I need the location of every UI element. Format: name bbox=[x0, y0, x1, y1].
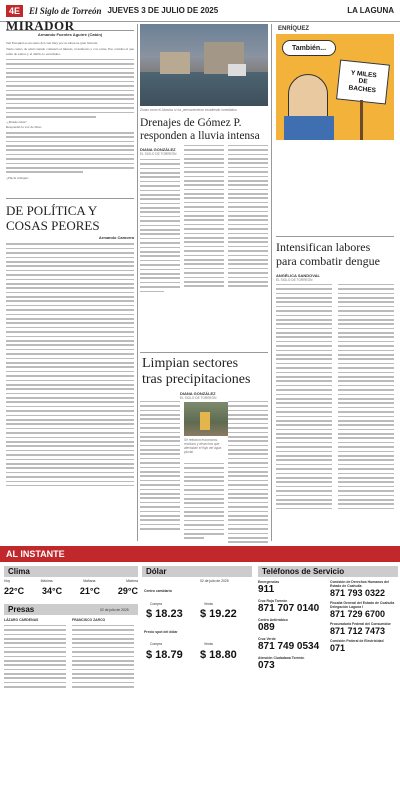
gomez-headline-line1: Drenajes de Gómez P. bbox=[140, 117, 242, 129]
gomez-byline: DIANA GONZÁLEZ bbox=[140, 147, 176, 152]
limpian-headline-line2: tras precipitaciones bbox=[142, 372, 251, 387]
limpian-body-col3 bbox=[228, 398, 268, 546]
telefonos-heading: Teléfonos de Servicio bbox=[258, 566, 398, 577]
dolar-venta-value: $ 18.80 bbox=[200, 649, 237, 661]
dengue-location: EL SIGLO DE TORREÓN bbox=[276, 278, 313, 282]
presas-heading: Presas bbox=[4, 604, 138, 615]
cleanup-photo bbox=[184, 402, 228, 436]
dolar-compra-label: Compra bbox=[150, 602, 163, 606]
cartoon-sign-line: DE bbox=[358, 77, 368, 86]
politica-column bbox=[6, 203, 134, 541]
cartoon-sign-line: Y MILES bbox=[350, 69, 378, 80]
limpian-location: EL SIGLO DE TORREÓN bbox=[180, 396, 217, 400]
dolar-venta-label: Venta bbox=[204, 642, 213, 646]
phone-entry: Procuraduría Federal del Consumidor 871 712 7473 bbox=[330, 622, 391, 636]
mirador-column bbox=[6, 18, 134, 180]
politica-title-line1: DE POLÍTICA Y bbox=[6, 203, 98, 218]
phone-entry: Centro Antirrábico 089 bbox=[258, 618, 288, 633]
clima-heading: Clima bbox=[4, 566, 138, 577]
politica-title-line2: COSAS PEORES bbox=[6, 218, 100, 233]
gomez-body-col3 bbox=[228, 142, 268, 290]
dolar-heading: Dólar bbox=[142, 566, 252, 577]
cartoon-speech-bubble: También... bbox=[291, 44, 327, 52]
dolar-compra-label: Compra bbox=[150, 642, 163, 646]
dolar-venta-value: $ 19.22 bbox=[200, 608, 237, 620]
cartoon-author: ENRÍQUEZ bbox=[278, 26, 310, 32]
phone-entry: Atención Ciudadana Torreón 073 bbox=[258, 656, 305, 671]
al-instante-bar: AL INSTANTE bbox=[0, 546, 400, 562]
phone-entry: Fiscalía General del Estado de Coahuila Delegación Laguna I 871 729 6700 bbox=[330, 601, 395, 619]
clima-value: 21°C bbox=[79, 586, 101, 596]
page-number: 4E bbox=[6, 5, 23, 17]
newspaper-name: El Siglo de Torreón bbox=[29, 5, 102, 16]
mirador-title: MIRADOR bbox=[6, 24, 134, 31]
phone-entry: Emergencias 911 bbox=[258, 580, 280, 595]
clima-label: Hoy bbox=[4, 579, 11, 583]
mirador-paragraph: San Ezequiel es un santo del cual muy pocos saben su gran historia. bbox=[6, 40, 98, 45]
phone-entry: Comisión de Derechos Humanos del Estado de Coahuila 871 793 0322 bbox=[330, 580, 389, 598]
limpian-headline-line1: Limpian sectores bbox=[142, 356, 239, 371]
dolar-compra-value: $ 18.23 bbox=[146, 608, 183, 620]
presas-date: 02 de julio de 2025 bbox=[100, 608, 129, 612]
presa-right-table bbox=[72, 622, 134, 691]
limpian-body-col2 bbox=[184, 460, 224, 542]
mirador-body bbox=[6, 132, 134, 173]
presa-name: LÁZARO CÁRDENAS bbox=[4, 618, 39, 622]
telefonos-col-right bbox=[330, 580, 398, 656]
mirador-closing: -¡Hacia trabajar!. bbox=[6, 175, 30, 180]
dolar-label: Centro cambiario bbox=[144, 589, 172, 593]
politica-body bbox=[6, 243, 134, 486]
gomez-headline-line2: responden a lluvia intensa bbox=[140, 130, 260, 142]
dolar-venta-label: Venta bbox=[204, 602, 213, 606]
clima-values bbox=[4, 586, 138, 596]
dengue-body-col2 bbox=[338, 281, 394, 512]
header-date: JUEVES 3 DE JULIO DE 2025 bbox=[107, 6, 219, 15]
dolar-label: Precio spot del dólar bbox=[144, 630, 178, 634]
limpian-photo-caption: Se retiraron escombros, residuos y desechos que afectaban el flujo del agua pluvial. bbox=[184, 438, 222, 454]
clima-value: 29°C bbox=[117, 586, 138, 596]
clima-label: Máxima bbox=[126, 579, 138, 583]
clima-label: Máxima bbox=[40, 579, 53, 583]
dolar-compra-value: $ 18.79 bbox=[146, 649, 183, 661]
section-name: LA LAGUNA bbox=[347, 6, 394, 15]
mirador-quote: -¿Dónde estás? bbox=[6, 120, 27, 125]
phone-entry: Comisión Federal de Electricidad 071 bbox=[330, 639, 384, 653]
gomez-body-col2 bbox=[184, 142, 224, 290]
dolar-date: 02 de julio de 2025 bbox=[200, 579, 229, 583]
mirador-quote: Respondió la voz de Dios: bbox=[6, 124, 42, 129]
clima-value: 34°C bbox=[41, 586, 63, 596]
limpian-byline: DIANA GONZÁLEZ bbox=[180, 391, 216, 396]
street-flood-photo bbox=[140, 24, 268, 106]
phone-entry: Cruz Roja Torreón 871 707 0140 bbox=[258, 599, 320, 614]
dengue-body-col1 bbox=[276, 281, 332, 512]
gomez-location: EL SIGLO DE TORREÓN bbox=[140, 152, 177, 156]
telefonos-col-left bbox=[258, 580, 328, 675]
dengue-headline-line2: para combatir dengue bbox=[276, 254, 380, 268]
cartoon-illustration bbox=[276, 34, 394, 140]
clima-label: Mañana bbox=[83, 579, 96, 583]
photo-caption: Zonas como el Abastos sí ha, permanecieron invadiendo inmediatos. bbox=[140, 108, 238, 112]
politica-author: Armando Camorra bbox=[98, 235, 134, 240]
clima-labels bbox=[4, 579, 138, 583]
mirador-paragraph: Tenía cuatro de edad cuando comenzó el mundo, al demonio y a la carne. Eso contaba el que sabía de santos y el diablo lo escuchaba. bbox=[6, 47, 134, 56]
clima-value: 22°C bbox=[4, 586, 25, 596]
mirador-author: Armando Fuentes Aguirre (Catón) bbox=[37, 32, 103, 38]
dengue-byline: ANGÉLICA SANDOVAL bbox=[276, 273, 320, 278]
presa-left-table bbox=[4, 622, 66, 691]
mirador-body bbox=[6, 59, 134, 118]
dengue-headline-line1: Intensifican labores bbox=[276, 240, 371, 254]
gomez-body-col1 bbox=[140, 156, 180, 295]
cartoon-sign-line: BACHES bbox=[348, 84, 377, 95]
presa-name: FRANCISCO ZARCO bbox=[72, 618, 106, 622]
phone-entry: Cruz Verde 871 749 0534 bbox=[258, 637, 320, 652]
limpian-body-col1 bbox=[140, 398, 180, 533]
